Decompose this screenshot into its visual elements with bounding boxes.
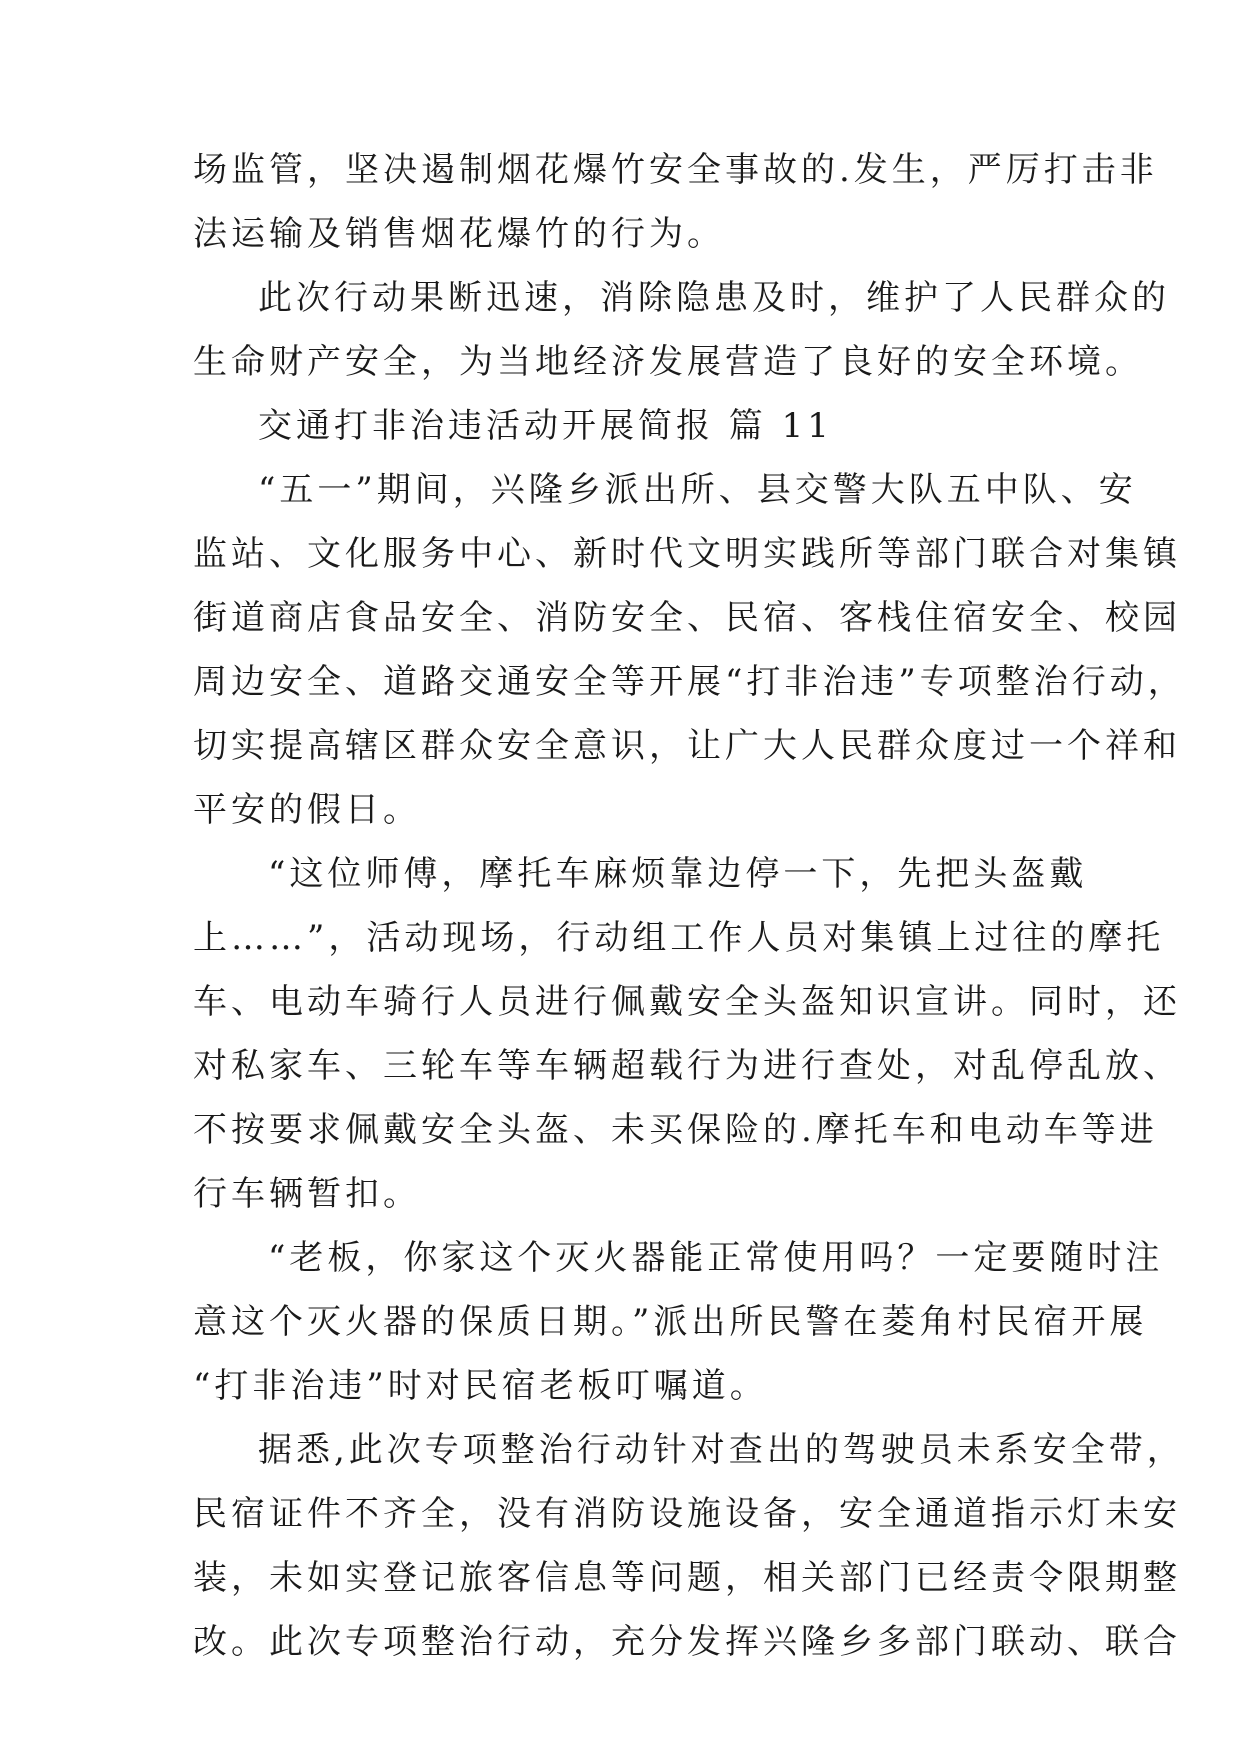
text-line-14: 车、电动车骑行人员进行佩戴安全头盔知识宣讲。同时，还 [193,982,1181,1022]
text-line-13: 上……”，活动现场，行动组工作人员对集镇上过往的摩托 [193,918,1165,958]
text-line-20: “打非治违”时对民宿老板叮嘱道。 [193,1366,768,1406]
text-line-6: “五一”期间，兴隆乡派出所、县交警大队五中队、安 [258,470,1137,510]
text-line-19: 意这个灭火器的保质日期。”派出所民警在菱角村民宿开展 [193,1302,1148,1342]
text-line-15: 对私家车、三轮车等车辆超载行为进行查处，对乱停乱放、 [193,1046,1181,1086]
text-line-1: 场监管，坚决遏制烟花爆竹安全事故的.发生，严厉打击非 [193,150,1158,190]
text-line-12: “这位师傅，摩托车麻烦靠边停一下，先把头盔戴 [268,854,1088,894]
text-line-8: 街道商店食品安全、消防安全、民宿、客栈住宿安全、校园 [193,598,1181,638]
text-line-22: 民宿证件不齐全，没有消防设施设备，安全通道指示灯未安 [193,1494,1181,1534]
text-line-10: 切实提高辖区群众安全意识，让广大人民群众度过一个祥和 [193,726,1181,766]
text-line-16: 不按要求佩戴安全头盔、未买保险的.摩托车和电动车等进 [193,1110,1158,1150]
text-line-17: 行车辆暂扣。 [193,1174,421,1214]
section-heading: 交通打非治违活动开展简报 篇 11 [258,406,833,446]
text-line-11: 平安的假日。 [193,790,421,830]
text-line-23: 装，未如实登记旅客信息等问题，相关部门已经责令限期整 [193,1558,1181,1598]
text-line-9: 周边安全、道路交通安全等开展“打非治违”专项整治行动， [193,662,1186,702]
text-line-24: 改。此次专项整治行动，充分发挥兴隆乡多部门联动、联合 [193,1622,1181,1662]
text-line-2: 法运输及销售烟花爆竹的行为。 [193,214,725,254]
text-line-4: 生命财产安全，为当地经济发展营造了良好的安全环境。 [193,342,1143,382]
text-line-21: 据悉,此次专项整治行动针对查出的驾驶员未系安全带， [258,1430,1185,1470]
text-line-18: “老板，你家这个灭火器能正常使用吗？一定要随时注 [268,1238,1164,1278]
text-line-3: 此次行动果断迅速，消除隐患及时，维护了人民群众的 [258,278,1170,318]
text-line-7: 监站、文化服务中心、新时代文明实践所等部门联合对集镇 [193,534,1181,574]
